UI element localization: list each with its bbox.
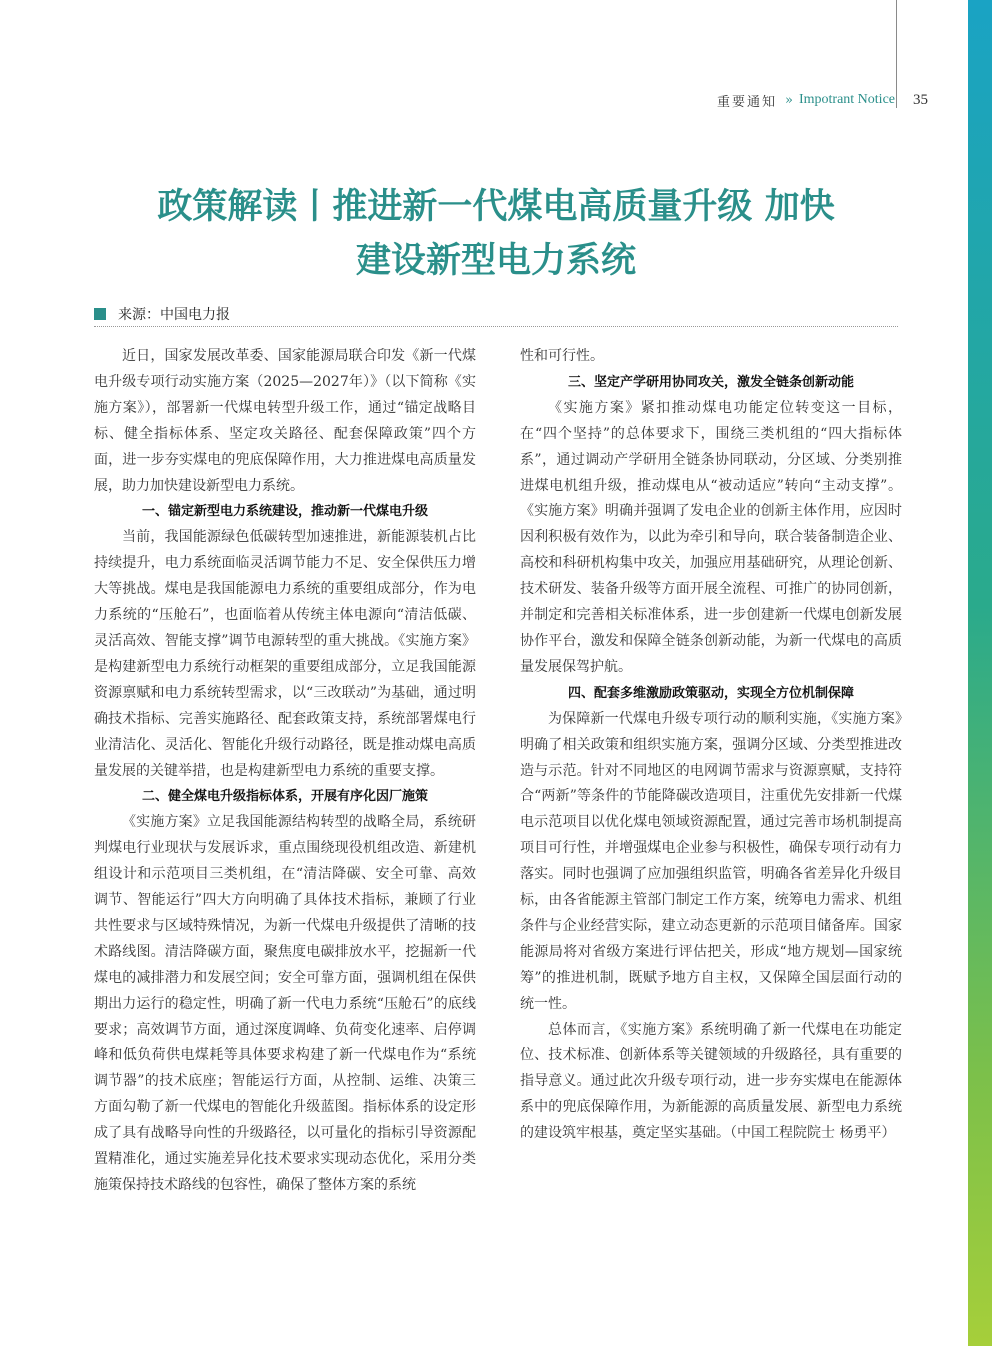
article-source: [94, 304, 230, 324]
section-title-cn: 重要通知: [716, 94, 777, 110]
dotted-divider: [94, 326, 898, 327]
section-heading: 三、坚定产学研用协同攻关，激发全链条创新动能: [567, 374, 854, 390]
body-paragraph: 《实施方案》紧扣推动煤电功能定位转变这一目标，在“四个坚持”的总体要求下，围绕三类机组的“四大指标体系”，通过调动产学研用全链条协同联动，分区域、分类别推进煤电机组升级，推动煤电从“被动适应”转向“主动支撑”。《实施方案》明确并强调了发电企业的创新主体作用，应因时因利积极有效作为，以此为牵引和导向，联合装备制造企业、高校和科研机构集中攻关，加强应用基础研究，从理论创新、技术研发、装备升级等方面开展全流程、可推广的协同创新，并制定和完善相关标准体系，进一步创建新一代煤电创新发展协作平台，激发和保障全链条创新动能，为新一代煤电的高质量发展保驾护航。: [520, 399, 902, 675]
running-header: [717, 90, 928, 110]
section-heading: 四、配套多维激励政策驱动，实现全方位机制保障: [567, 685, 854, 701]
body-paragraph: 《实施方案》立足我国能源结构转型的战略全局，系统研判煤电行业现状与发展诉求，重点围绕现役机组改造、新建机组设计和示范项目三类机组，在“清洁降碳、安全可靠、高效调节、智能运行”四大方向明确了具体技术指标，兼顾了行业共性要求与区域特殊情况，为新一代煤电升级提供了清晰的技术路线图。清洁降碳方面，聚焦度电碳排放水平，挖掘新一代煤电的减排潜力和发展空间；安全可靠方面，强调机组在保供期出力运行的稳定性，明确了新一代电力系统“压舱石”的底线要求；高效调节方面，通过深度调峰、负荷变化速率、启停调峰和低负荷供电煤耗等具体要求构建了新一代煤电作为“系统调节器”的技术底座；智能运行方面，从控制、运维、决策三方面勾勒了新一代煤电的智能化升级蓝图。指标体系的设定形成了具有战略导向性的升级路径，以可量化的指标引导资源配置精准化，通过实施差异化技术要求实现动态优化，采用分类施策保持技术路线的包容性，确保了整体方案的系统: [94, 814, 476, 1193]
article-title: [60, 180, 932, 288]
body-paragraph: 性和可行性。: [520, 348, 604, 364]
page-number: 35: [913, 91, 928, 108]
article-title-line-1: 政策解读丨推进新一代煤电高质量升级 加快: [157, 187, 835, 227]
decorative-gradient-bar: [968, 0, 992, 1346]
article-title-line-2: 建设新型电力系统: [355, 241, 636, 281]
body-paragraph: 近日，国家发展改革委、国家能源局联合印发《新一代煤电升级专项行动实施方案（2025—2027年）》（以下简称《实施方案》），部署新一代煤电转型升级工作，通过“锚定战略目标、健全指标体系、坚定攻关路径、配套保障政策”四个方面，进一步夯实煤电的兜底保障作用，大力推进煤电高质量发展，助力加快建设新型电力系统。: [94, 348, 476, 494]
body-paragraph: 当前，我国能源绿色低碳转型加速推进，新能源装机占比持续提升，电力系统面临灵活调节能力不足、安全保供压力增大等挑战。煤电是我国能源电力系统的重要组成部分，作为电力系统的“压舱石”，也面临着从传统主体电源向“清洁低碳、灵活高效、智能支撑”调节电源转型的重大挑战。《实施方案》是构建新型电力系统行动框架的重要组成部分，立足我国能源资源禀赋和电力系统转型需求，以“三改联动”为基础，通过明确技术指标、完善实施路径、配套政策支持，系统部署煤电行业清洁化、灵活化、智能化升级行动路径，既是推动煤电高质量发展的关键举措，也是构建新型电力系统的重要支撑。: [94, 529, 476, 779]
body-paragraph: 总体而言，《实施方案》系统明确了新一代煤电在功能定位、技术标准、创新体系等关键领域的升级路径，具有重要的指导意义。通过此次升级专项行动，进一步夯实煤电在能源体系中的兜底保障作用，为新能源的高质量发展、新型电力系统的建设筑牢根基，奠定坚实基础。（中国工程院院士 杨勇平）: [520, 1021, 902, 1142]
section-title-en: Impotrant Notice: [798, 92, 895, 107]
double-chevron-icon: »: [785, 92, 793, 108]
source-label: 来源：中国电力报: [118, 307, 230, 323]
section-heading: 二、健全煤电升级指标体系，开展有序化因厂施策: [141, 789, 428, 805]
left-column: [94, 344, 476, 1199]
square-bullet-icon: [94, 308, 106, 320]
right-column: [520, 344, 902, 1147]
section-heading: 一、锚定新型电力系统建设，推动新一代煤电升级: [141, 504, 428, 520]
body-paragraph: 为保障新一代煤电升级专项行动的顺利实施，《实施方案》明确了相关政策和组织实施方案，强调分区域、分类型推进改造与示范。针对不同地区的电网调节需求与资源禀赋，支持符合“两新”等条件的节能降碳改造项目，注重优先安排新一代煤电示范项目以优化煤电领域资源配置，通过完善市场机制提高项目可行性，并增强煤电企业参与积极性，确保专项行动有力落实。同时也强调了应加强组织监管，明确各省差异化升级目标，由各省能源主管部门制定工作方案，统筹电力需求、机组条件与企业经营实际，建立动态更新的示范项目储备库。国家能源局将对省级方案进行评估把关，形成“地方规划—国家统筹”的推进机制，既赋予地方自主权，又保障全国层面行动的统一性。: [520, 710, 902, 1012]
